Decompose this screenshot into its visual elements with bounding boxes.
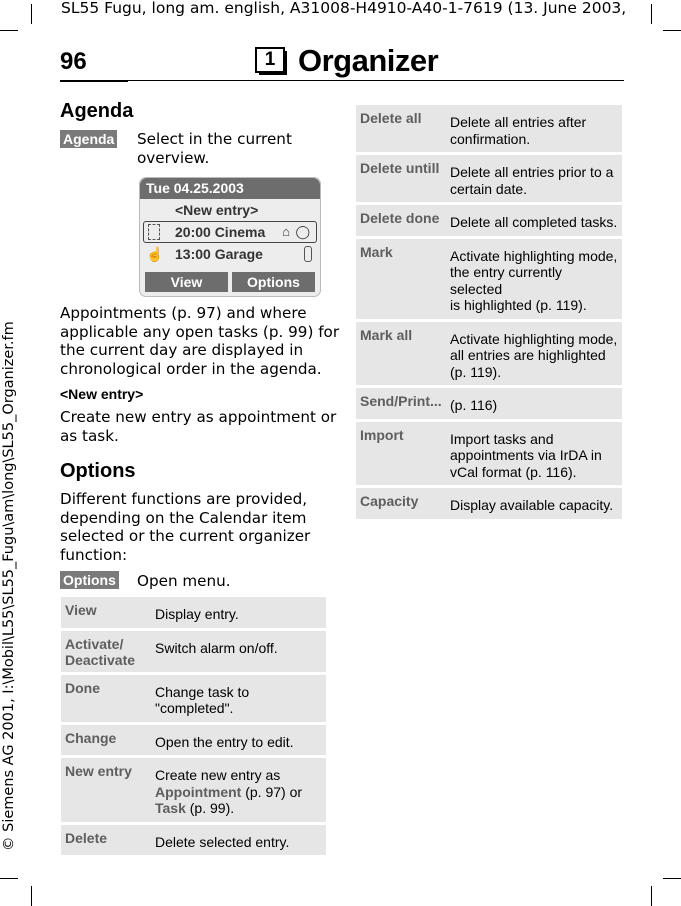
option-value-text: (p. 97) or	[241, 783, 303, 800]
option-key: Delete done	[356, 205, 446, 236]
chapter-icon	[255, 47, 289, 77]
option-value	[446, 422, 622, 486]
crop-mark	[651, 886, 652, 906]
new-entry-label: <New entry>	[60, 386, 144, 402]
options-softkey: Options	[60, 571, 119, 589]
option-value-line: Delete all entries prior to a	[450, 164, 614, 180]
crop-mark	[31, 886, 32, 906]
option-key: New entry	[61, 758, 151, 822]
option-value-line: Activate highlighting mode,	[450, 330, 618, 347]
copyright-sidebar: © Siemens AG 2001, I:\Mobil\L55\SL55_Fugu\am\long\SL55_Organizer.fm	[1, 321, 17, 851]
option-value-line	[155, 800, 322, 817]
option-value-line: confirmation.	[450, 130, 531, 147]
option-value-line: Import tasks and	[450, 430, 554, 447]
options-paragraph	[60, 490, 310, 564]
running-head: SL55 Fugu, long am. english, A31008-H4910-A40-1-7619 (13. June 2003,	[61, 0, 627, 17]
table-row	[356, 205, 622, 236]
table-row	[356, 388, 622, 419]
option-value-line: is highlighted (p. 119).	[450, 297, 587, 313]
option-key: Import	[356, 422, 446, 486]
option-value-line: "completed".	[155, 700, 234, 716]
table-row	[356, 155, 622, 202]
options-table-left	[61, 594, 326, 858]
crop-mark	[651, 4, 652, 24]
option-value-line: Delete all entries after	[450, 114, 587, 130]
option-key: View	[61, 597, 151, 628]
option-value-line	[155, 784, 322, 801]
chapter-title: Organizer	[298, 43, 439, 78]
option-value-line: (p. 119).	[450, 363, 502, 380]
table-row	[61, 725, 326, 756]
crop-mark	[663, 878, 681, 879]
phone-display	[139, 177, 321, 297]
option-key: Done	[61, 675, 151, 722]
option-value: Delete all completed tasks.	[446, 205, 622, 236]
option-value-line: Change task to	[155, 683, 250, 700]
chapter-icon-label: 1	[255, 47, 285, 73]
option-value-em: Appointment	[155, 783, 242, 800]
page-number-bar	[60, 80, 128, 82]
table-row	[356, 488, 622, 519]
paragraph-line: function:	[60, 545, 128, 564]
alarm-icon: ⌂	[282, 224, 290, 239]
option-key: Mark	[356, 239, 446, 319]
phone-row2	[140, 243, 320, 265]
option-key: Mark all	[356, 322, 446, 386]
option-value: (p. 116)	[446, 388, 622, 419]
phone-new-entry-row	[140, 199, 320, 221]
agenda-paragraph	[60, 304, 339, 378]
option-value-line: all entries are highlighted	[450, 347, 606, 363]
option-value	[446, 155, 622, 202]
option-key: Delete all	[356, 105, 446, 152]
options-heading: Options	[60, 460, 136, 482]
table-row	[61, 758, 326, 822]
option-key: Capacity	[356, 488, 446, 519]
agenda-softkey-block	[60, 129, 117, 148]
table-row	[356, 239, 622, 319]
table-row	[61, 675, 326, 722]
option-value	[151, 675, 326, 722]
option-value-line: certain date.	[450, 180, 528, 197]
person-icon: ◯	[295, 224, 310, 239]
option-key: Delete	[61, 825, 151, 856]
header-rule	[128, 80, 624, 81]
option-value	[446, 239, 622, 319]
bell-icon: ☝	[146, 246, 164, 262]
crop-mark	[0, 30, 18, 31]
option-key: Change	[61, 725, 151, 756]
new-entry-desc	[60, 408, 336, 445]
agenda-heading: Agenda	[60, 100, 134, 122]
option-value	[446, 105, 622, 152]
phone-date-bar: Tue 04.25.2003	[140, 178, 320, 199]
option-value-line: Create new entry as	[155, 767, 281, 783]
option-value: Switch alarm on/off.	[151, 631, 326, 672]
table-row	[356, 422, 622, 486]
option-value	[446, 322, 622, 386]
table-row	[356, 105, 622, 152]
option-value: Display entry.	[151, 597, 326, 628]
paragraph-line: Create new entry as appointment or	[60, 408, 337, 426]
option-key-line: Deactivate	[65, 651, 136, 668]
page-number: 96	[60, 48, 87, 75]
option-value-line: the entry currently selected	[450, 264, 563, 297]
option-key	[61, 631, 151, 672]
option-value-line: vCal format (p. 116).	[450, 463, 577, 480]
paragraph-line: selected or the current organizer	[60, 527, 311, 546]
paragraph-line: Different functions are provided,	[60, 490, 308, 508]
option-value: Delete selected entry.	[151, 825, 326, 856]
table-row	[61, 631, 326, 672]
options-table-right	[356, 102, 622, 522]
option-value: Open the entry to edit.	[151, 725, 326, 756]
table-row	[356, 322, 622, 386]
option-value-text: (p. 99).	[185, 800, 235, 816]
paragraph-line: applicable any open tasks (p. 99) for	[60, 322, 340, 341]
option-value-line: appointments via IrDA in	[450, 447, 602, 463]
table-row	[61, 597, 326, 628]
paragraph-line: as task.	[60, 426, 119, 445]
option-key: Send/Print...	[356, 388, 446, 419]
option-value-line: Activate highlighting mode,	[450, 247, 618, 264]
paragraph-line: chronological order in the agenda.	[60, 359, 322, 378]
agenda-softkey: Agenda	[60, 130, 117, 148]
agenda-softkey-desc-line: overview.	[137, 148, 210, 167]
table-row	[61, 825, 326, 856]
option-value	[151, 758, 326, 822]
options-softkey-desc: Open menu.	[137, 572, 231, 590]
phone-row-selected	[143, 221, 317, 243]
phone-view-softkey: View	[145, 272, 228, 292]
option-value-em: Task	[155, 800, 186, 816]
paragraph-line: depending on the Calendar item	[60, 508, 307, 527]
phone-entry-icon	[148, 224, 160, 240]
crop-mark	[0, 878, 18, 879]
phone-row1-label: 20:00 Cinema	[175, 224, 266, 240]
phone-new-entry-label: <New entry>	[175, 202, 259, 218]
paragraph-line: Appointments (p. 97) and where	[60, 304, 307, 322]
scrollbar-icon	[304, 246, 312, 262]
agenda-softkey-desc	[137, 130, 292, 167]
options-softkey-block	[60, 570, 119, 589]
paragraph-line: the current day are displayed in	[60, 341, 304, 360]
phone-options-softkey: Options	[232, 272, 315, 292]
agenda-softkey-desc-line: Select in the current	[137, 130, 292, 148]
crop-mark	[31, 4, 32, 24]
option-key: Delete untill	[356, 155, 446, 202]
phone-row2-label: 13:00 Garage	[175, 246, 263, 262]
option-key-line: Activate/	[65, 635, 124, 652]
crop-mark	[663, 30, 681, 31]
option-value: Display available capacity.	[446, 488, 622, 519]
